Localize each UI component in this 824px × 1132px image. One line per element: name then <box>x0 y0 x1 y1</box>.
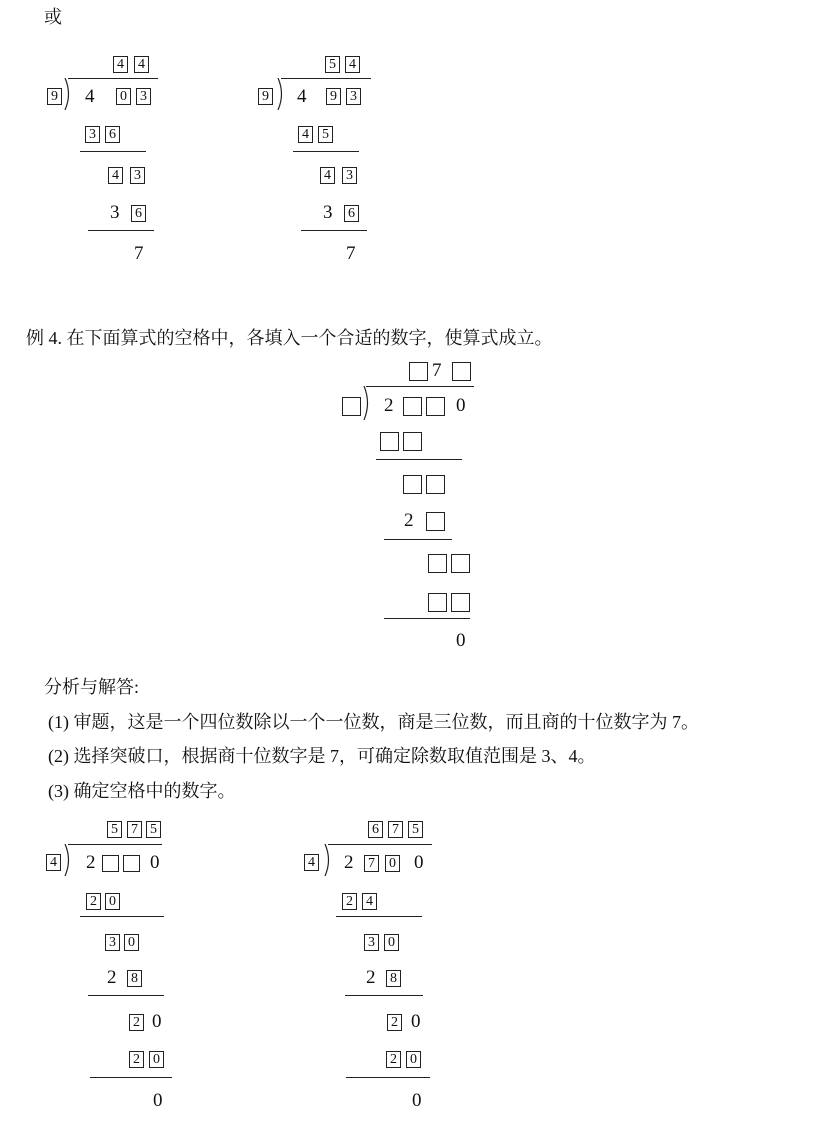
dividend-digit: 0 <box>116 88 131 105</box>
dividend-digit: 0 <box>385 855 400 872</box>
step-digit: 0 <box>152 1011 162 1032</box>
step-blank <box>426 512 445 531</box>
analysis-heading: 分析与解答: <box>44 677 140 697</box>
quotient-digit: 5 <box>107 821 122 838</box>
step-digit: 0 <box>406 1051 421 1068</box>
subtract-line <box>88 995 164 996</box>
dividend-blank <box>426 397 445 416</box>
division-bracket <box>323 844 333 876</box>
dividend-blank <box>123 855 140 872</box>
quotient-digit: 7 <box>432 360 442 381</box>
divisor-digit: 9 <box>258 88 273 105</box>
division-bracket <box>276 78 286 110</box>
subtract-line <box>345 995 423 996</box>
quotient-digit: 7 <box>388 821 403 838</box>
step-digit: 3 <box>130 167 145 184</box>
step-digit: 3 <box>364 934 379 951</box>
step-blank <box>426 475 445 494</box>
step-digit: 2 <box>129 1051 144 1068</box>
quotient-digit: 5 <box>325 56 340 73</box>
step-digit: 6 <box>344 205 359 222</box>
dividend-digit: 9 <box>326 88 341 105</box>
division-bar <box>68 844 162 845</box>
dividend-digit: 2 <box>344 852 354 873</box>
division-bar <box>68 78 158 79</box>
example-title: 例 4. 在下面算式的空格中，各填入一个合适的数字，使算式成立。 <box>26 328 553 348</box>
remainder: 0 <box>412 1090 422 1111</box>
step-digit: 4 <box>320 167 335 184</box>
step-blank <box>451 554 470 573</box>
remainder: 0 <box>456 630 466 651</box>
step-digit: 2 <box>86 893 101 910</box>
step-digit: 2 <box>107 967 117 988</box>
subtract-line <box>336 916 422 917</box>
quotient-digit: 5 <box>408 821 423 838</box>
division-bar <box>281 78 371 79</box>
divisor-blank <box>342 397 361 416</box>
dividend-blank <box>403 397 422 416</box>
dividend-digit: 4 <box>297 86 307 107</box>
division-bar <box>328 844 432 845</box>
subtract-line <box>293 151 359 152</box>
step-digit: 0 <box>105 893 120 910</box>
step-digit: 0 <box>124 934 139 951</box>
quotient-blank <box>452 362 471 381</box>
step-digit: 0 <box>384 934 399 951</box>
step-digit: 2 <box>386 1051 401 1068</box>
step-digit: 3 <box>85 126 100 143</box>
division-bracket <box>63 844 73 876</box>
dividend-digit: 4 <box>85 86 95 107</box>
step-digit: 2 <box>387 1014 402 1031</box>
subtract-line <box>88 230 154 231</box>
dividend-digit: 3 <box>136 88 151 105</box>
subtract-line <box>301 230 367 231</box>
step-digit: 0 <box>411 1011 421 1032</box>
dividend-digit: 0 <box>456 395 466 416</box>
analysis-step: (1) 审题，这是一个四位数除以一个一位数，商是三位数，而且商的十位数字为 7。 <box>48 712 699 732</box>
step-digit: 2 <box>404 510 414 531</box>
dividend-digit: 2 <box>384 395 394 416</box>
step-digit: 6 <box>105 126 120 143</box>
quotient-digit: 4 <box>134 56 149 73</box>
division-bracket <box>362 386 372 420</box>
step-blank <box>451 593 470 612</box>
step-digit: 3 <box>110 202 120 223</box>
quotient-digit: 4 <box>113 56 128 73</box>
dividend-digit: 0 <box>414 852 424 873</box>
quotient-blank <box>409 362 428 381</box>
division-bracket <box>63 78 73 110</box>
step-digit: 4 <box>362 893 377 910</box>
step-blank <box>428 554 447 573</box>
division-bar <box>366 386 474 387</box>
subtract-line <box>90 1077 172 1078</box>
quotient-digit: 5 <box>146 821 161 838</box>
remainder: 0 <box>153 1090 163 1111</box>
divisor-digit: 4 <box>304 854 319 871</box>
step-digit: 8 <box>127 970 142 987</box>
quotient-digit: 4 <box>345 56 360 73</box>
dividend-blank <box>102 855 119 872</box>
subtract-line <box>376 459 462 460</box>
dividend-digit: 2 <box>86 852 96 873</box>
step-blank <box>380 432 399 451</box>
step-digit: 3 <box>105 934 120 951</box>
divisor-digit: 9 <box>47 88 62 105</box>
subtract-line <box>384 618 470 619</box>
step-digit: 2 <box>366 967 376 988</box>
divisor-digit: 4 <box>46 854 61 871</box>
analysis-step: (3) 确定空格中的数字。 <box>48 781 236 801</box>
remainder: 7 <box>346 243 356 264</box>
step-blank <box>403 432 422 451</box>
step-blank <box>428 593 447 612</box>
quotient-digit: 6 <box>368 821 383 838</box>
remainder: 7 <box>134 243 144 264</box>
or-label: 或 <box>44 7 62 27</box>
quotient-digit: 7 <box>127 821 142 838</box>
dividend-digit: 3 <box>346 88 361 105</box>
step-digit: 4 <box>298 126 313 143</box>
step-digit: 2 <box>342 893 357 910</box>
step-digit: 3 <box>342 167 357 184</box>
dividend-digit: 7 <box>364 855 379 872</box>
analysis-step: (2) 选择突破口，根据商十位数字是 7，可确定除数取值范围是 3、4。 <box>48 746 596 766</box>
subtract-line <box>80 151 146 152</box>
step-digit: 4 <box>108 167 123 184</box>
step-digit: 0 <box>149 1051 164 1068</box>
step-blank <box>403 475 422 494</box>
step-digit: 3 <box>323 202 333 223</box>
subtract-line <box>384 539 452 540</box>
dividend-digit: 0 <box>150 852 160 873</box>
subtract-line <box>80 916 164 917</box>
step-digit: 2 <box>129 1014 144 1031</box>
subtract-line <box>346 1077 430 1078</box>
step-digit: 6 <box>131 205 146 222</box>
step-digit: 8 <box>386 970 401 987</box>
step-digit: 5 <box>318 126 333 143</box>
